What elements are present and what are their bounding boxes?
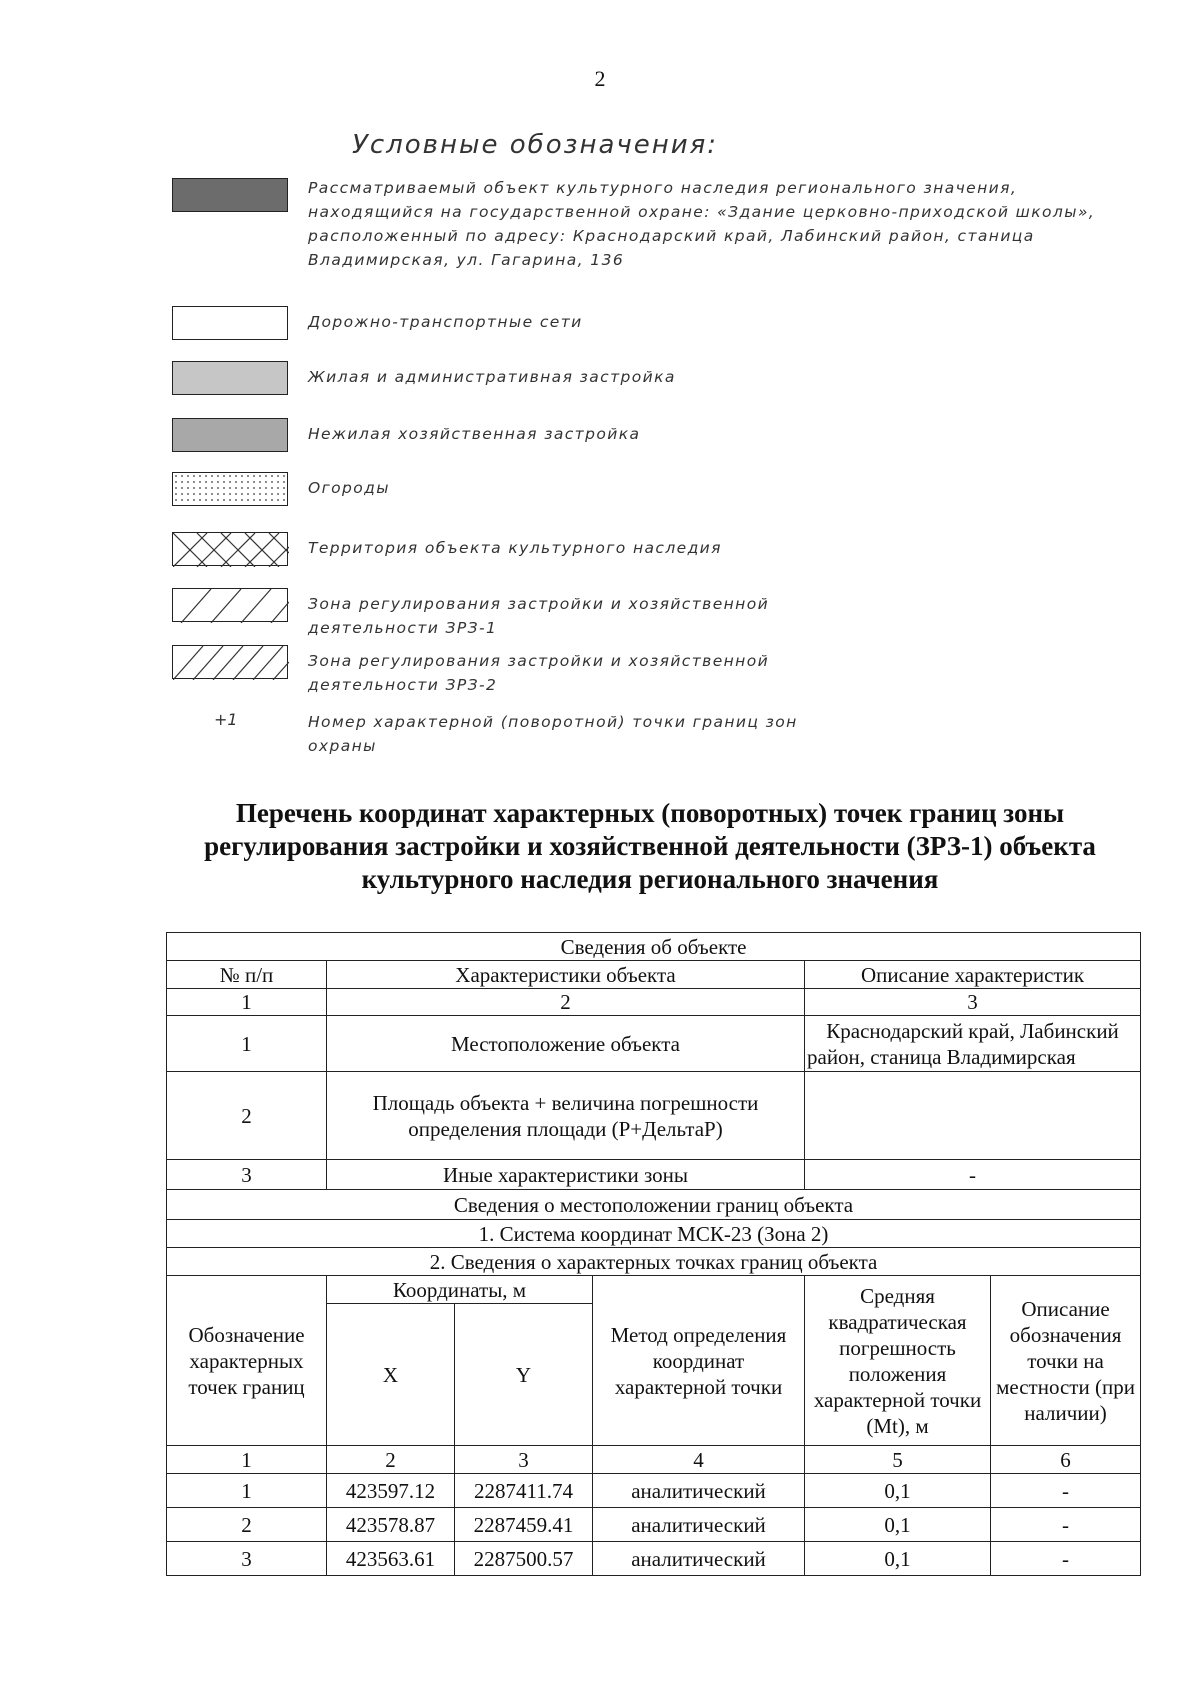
col-number: 2 xyxy=(327,1446,455,1474)
col-number: 3 xyxy=(455,1446,593,1474)
point-y: 2287500.57 xyxy=(455,1542,593,1576)
header-characteristics: Характеристики объекта xyxy=(327,961,805,989)
point-error: 0,1 xyxy=(805,1542,991,1576)
point-x: 423578.87 xyxy=(327,1508,455,1542)
header-designation: Обозначение характерных точек границ xyxy=(167,1276,327,1446)
col-number: 1 xyxy=(167,1446,327,1474)
legend-item-text: Нежилая хозяйственная застройка xyxy=(308,425,641,443)
legend-item-text: Дорожно-транспортные сети xyxy=(308,313,583,331)
header-x: X xyxy=(327,1304,455,1446)
row-name: Иные характеристики зоны xyxy=(327,1160,805,1190)
cross-hatch-icon xyxy=(172,532,288,566)
row-value: - xyxy=(805,1160,1141,1190)
table-row xyxy=(167,1542,1141,1576)
legend-item-text: Зона регулирования застройки и хозяйственной деятельности ЗРЗ-1 xyxy=(308,595,770,637)
row-value xyxy=(805,1072,1141,1160)
point-desc: - xyxy=(991,1542,1141,1576)
page-number: 2 xyxy=(594,66,606,91)
point-method: аналитический xyxy=(593,1542,805,1576)
table-row xyxy=(167,1508,1141,1542)
point-number-symbol: +1 xyxy=(214,710,238,729)
row-num: 3 xyxy=(167,1160,327,1190)
header-coords: Координаты, м xyxy=(327,1276,593,1304)
legend-item-text: Территория объекта культурного наследия xyxy=(308,539,722,557)
coord-system: 1. Система координат МСК-23 (Зона 2) xyxy=(167,1220,1141,1248)
point-method: аналитический xyxy=(593,1474,805,1508)
col-number: 3 xyxy=(805,989,1141,1016)
point-y: 2287411.74 xyxy=(455,1474,593,1508)
point-y: 2287459.41 xyxy=(455,1508,593,1542)
header-y: Y xyxy=(455,1304,593,1446)
point-desc: - xyxy=(991,1508,1141,1542)
legend-item-text: Рассматриваемый объект культурного наследия регионального значения, находящийся на государственной охране: «Здание церковно-приходской школы», расположенный по адресу: Краснодарский край, Лабинский район, станица Владимирская, ул. Гагарина, 136 xyxy=(308,179,1096,269)
header-error: Средняя квадратическая погрешность положения характерной точки (Mt), м xyxy=(805,1276,991,1446)
table-row xyxy=(167,1016,1141,1072)
row-name: Местоположение объекта xyxy=(327,1016,805,1072)
point-num: 1 xyxy=(167,1474,327,1508)
header-description: Описание характеристик xyxy=(805,961,1141,989)
header-point-description: Описание обозначения точки на местности (при наличии) xyxy=(991,1276,1141,1446)
table-row xyxy=(167,1072,1141,1160)
object-info-title: Сведения об объекте xyxy=(167,933,1141,961)
light-gray-fill-icon xyxy=(172,361,288,395)
gray-fill-icon xyxy=(172,418,288,452)
col-number: 4 xyxy=(593,1446,805,1474)
coordinates-table xyxy=(166,932,1141,1576)
table-row xyxy=(167,1160,1141,1190)
sparse-diagonal-hatch-icon xyxy=(172,588,288,622)
row-value: Краснодарский край, Лабинский район, станица Владимирская xyxy=(805,1016,1141,1072)
legend-item-text: Жилая и административная застройка xyxy=(308,368,676,386)
row-num: 2 xyxy=(167,1072,327,1160)
col-number: 5 xyxy=(805,1446,991,1474)
col-number: 1 xyxy=(167,989,327,1016)
point-error: 0,1 xyxy=(805,1508,991,1542)
legend-item-text: Огороды xyxy=(308,479,390,497)
legend-item-text: Зона регулирования застройки и хозяйственной деятельности ЗРЗ-2 xyxy=(308,652,770,694)
document-heading: Перечень координат характерных (поворотных) точек границ зоны регулирования застройки и хозяйственной деятельности (ЗРЗ-1) объекта культурного наследия регионального значения xyxy=(204,798,1096,894)
legend-item-text: Номер характерной (поворотной) точки границ зон охраны xyxy=(308,713,798,755)
col-number: 2 xyxy=(327,989,805,1016)
point-error: 0,1 xyxy=(805,1474,991,1508)
point-desc: - xyxy=(991,1474,1141,1508)
row-num: 1 xyxy=(167,1016,327,1072)
legend-title: Условные обозначения: xyxy=(352,130,719,160)
dense-diagonal-hatch-icon xyxy=(172,645,288,679)
table-row xyxy=(167,1474,1141,1508)
point-method: аналитический xyxy=(593,1508,805,1542)
location-title: Сведения о местоположении границ объекта xyxy=(167,1190,1141,1220)
point-num: 2 xyxy=(167,1508,327,1542)
point-x: 423563.61 xyxy=(327,1542,455,1576)
solid-dark-gray-fill-icon xyxy=(172,178,288,212)
white-fill-icon xyxy=(172,306,288,340)
dotted-fill-icon xyxy=(172,472,288,506)
header-num: № п/п xyxy=(167,961,327,989)
row-name: Площадь объекта + величина погрешности определения площади (P+ДельтаР) xyxy=(327,1072,805,1160)
col-number: 6 xyxy=(991,1446,1141,1474)
header-method: Метод определения координат характерной точки xyxy=(593,1276,805,1446)
points-title: 2. Сведения о характерных точках границ объекта xyxy=(167,1248,1141,1276)
point-num: 3 xyxy=(167,1542,327,1576)
point-x: 423597.12 xyxy=(327,1474,455,1508)
